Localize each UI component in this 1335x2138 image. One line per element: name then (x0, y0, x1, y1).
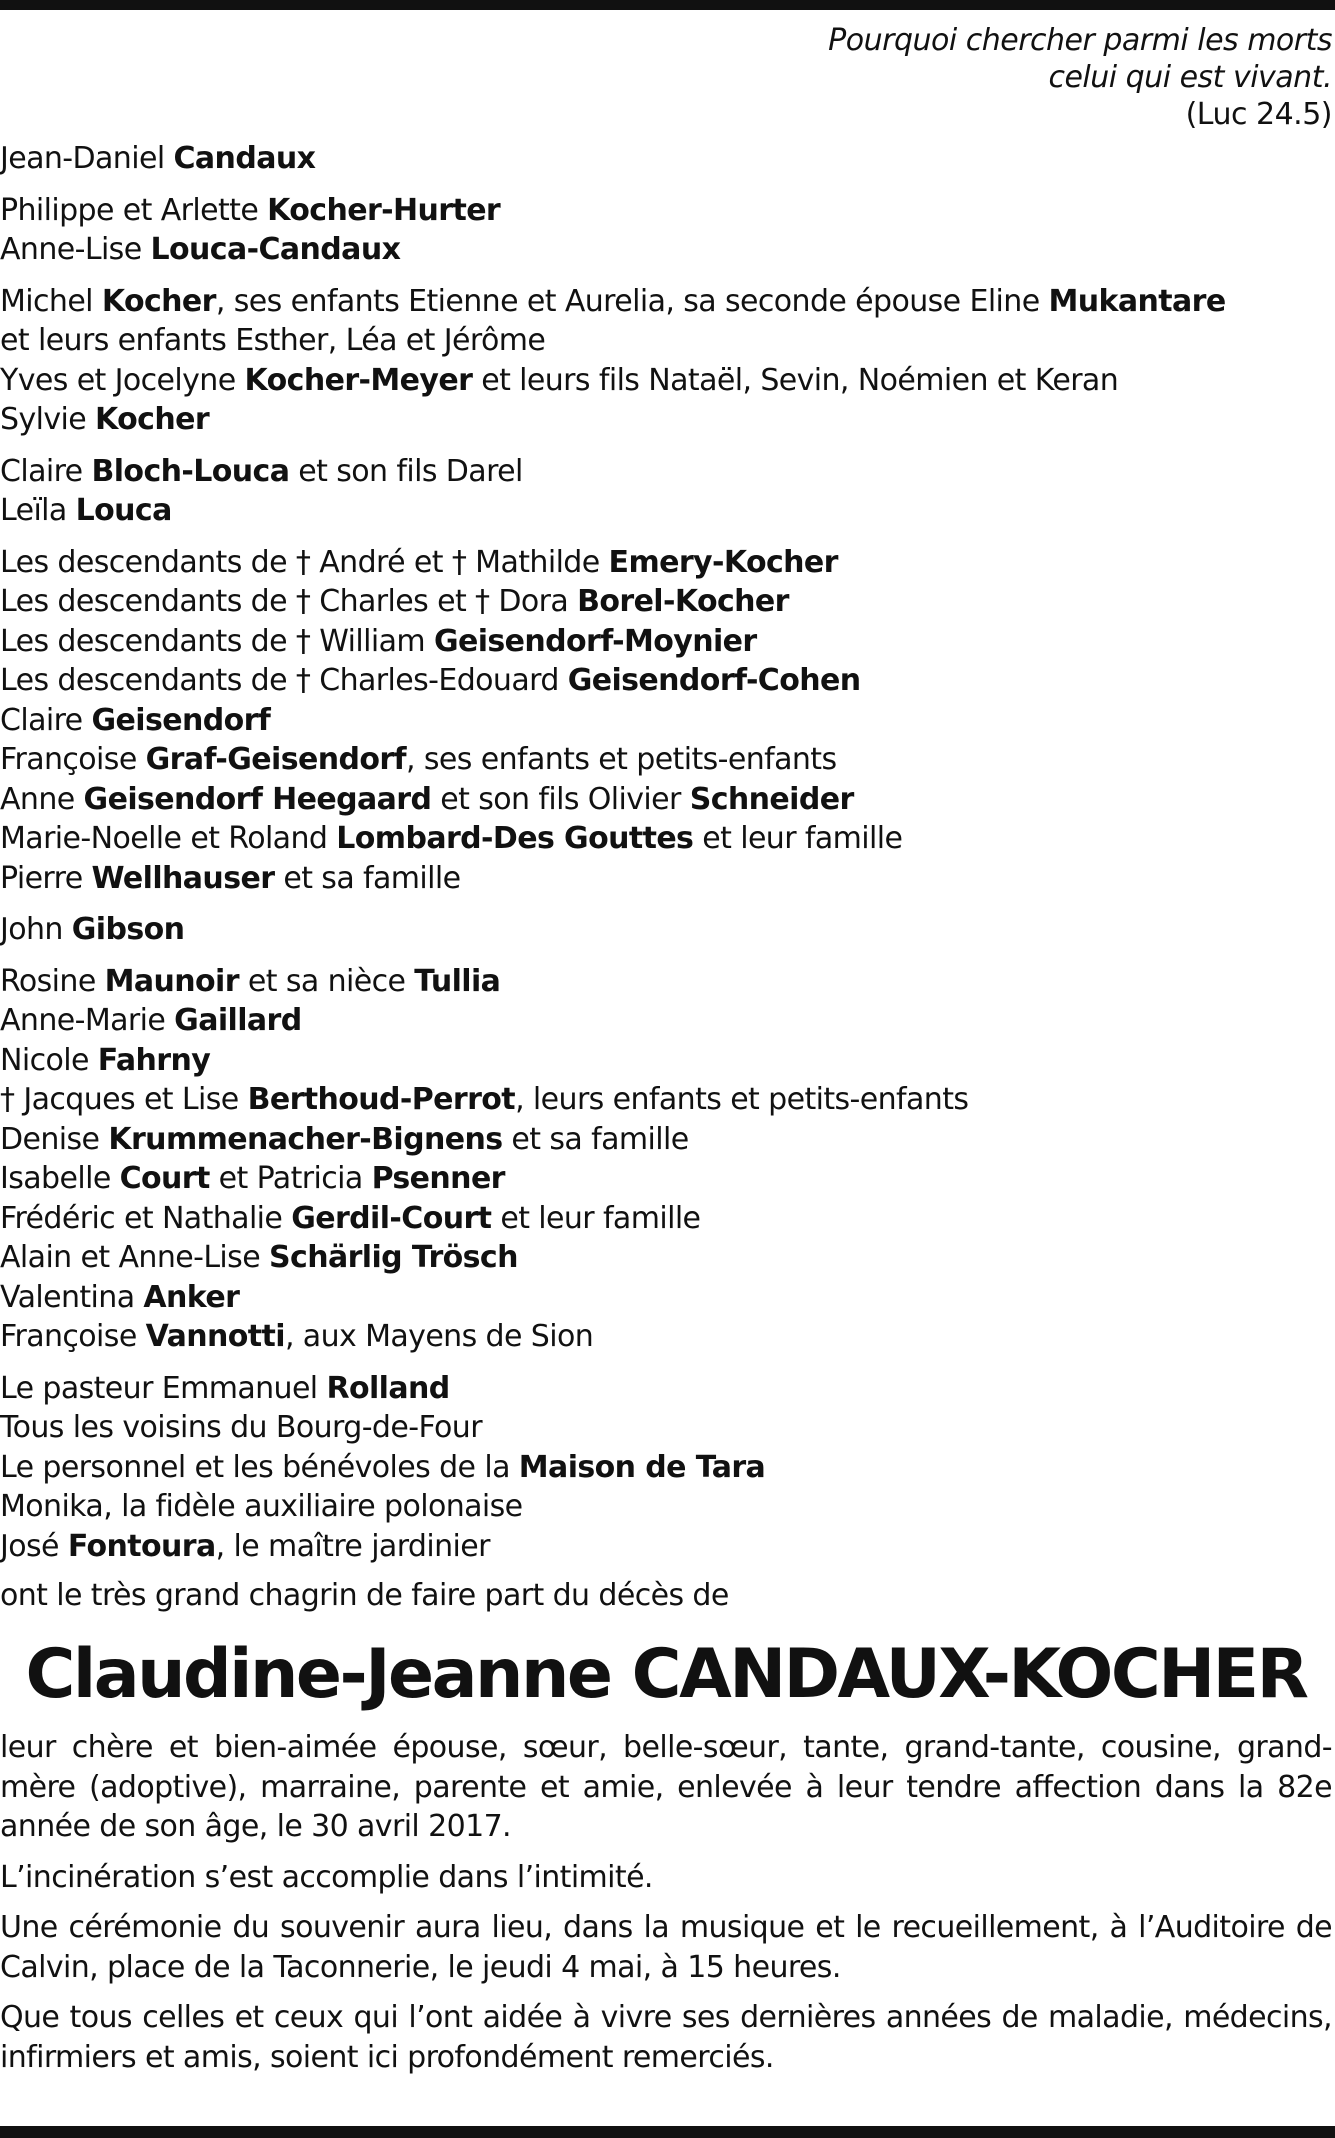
mourners-list (0, 139, 1332, 1566)
family-name: Geisendorf-Cohen (567, 663, 861, 698)
text-segment: , ses enfants Etienne et Aurelia, sa seconde épouse Eline (215, 283, 1049, 319)
mourner-line (0, 661, 1332, 701)
mourner-group (0, 452, 1332, 531)
family-name: Kocher (101, 283, 216, 319)
mourner-line (0, 622, 1332, 662)
text-segment: Sylvie (0, 402, 96, 437)
text-segment: Michel (0, 283, 102, 319)
family-name: Candaux (173, 141, 316, 176)
obituary-notice (0, 22, 1332, 2088)
family-name: Kocher-Meyer (244, 362, 473, 398)
family-name: Mukantare (1048, 283, 1226, 319)
mourner-line (0, 910, 1332, 950)
mourner-line (0, 1199, 1332, 1239)
text-segment: Les descendants de † William (0, 623, 434, 659)
family-name: Louca-Candaux (150, 232, 401, 267)
family-name: Wellhauser (91, 860, 275, 896)
text-segment: Le personnel et les bénévoles de la (0, 1449, 519, 1485)
top-rule (0, 0, 1335, 10)
family-name: Louca (75, 493, 172, 528)
family-name: Rolland (326, 1370, 450, 1406)
text-segment: † Jacques et Lise (0, 1082, 248, 1117)
family-name: Psenner (371, 1161, 505, 1196)
text-segment: et Patricia (209, 1161, 372, 1196)
text-segment: José (0, 1528, 68, 1564)
family-name: Anker (143, 1279, 240, 1315)
text-segment: Leïla (0, 493, 76, 528)
text-segment: , leurs enfants et petits-enfants (515, 1082, 969, 1117)
epigraph-line: Pourquoi chercher parmi les morts (828, 23, 1332, 58)
family-name: Fahrny (97, 1042, 211, 1078)
text-segment: Rosine (0, 963, 105, 999)
family-name: Schneider (689, 781, 854, 817)
text-segment: Anne-Lise (0, 232, 151, 267)
family-name: Emery-Kocher (608, 544, 838, 580)
family-name: Geisendorf (91, 702, 271, 738)
mourner-line (0, 701, 1332, 741)
epigraph (0, 22, 1332, 133)
text-segment: , aux Mayens de Sion (284, 1319, 594, 1354)
family-name: Gibson (71, 912, 185, 947)
mourner-line (0, 819, 1332, 859)
text-segment: et sa famille (274, 860, 461, 896)
text-segment: Monika, la fidèle auxiliaire polonaise (0, 1489, 523, 1524)
mourner-line (0, 191, 1332, 231)
text-segment: Jean-Daniel (0, 141, 174, 176)
mourner-group (0, 910, 1332, 950)
family-name: Geisendorf-Moynier (433, 623, 757, 659)
family-name: Kocher (95, 402, 210, 437)
family-name: Fontoura (67, 1528, 216, 1564)
family-name: Maunoir (104, 963, 239, 999)
mourner-line (0, 1080, 1332, 1120)
mourner-line (0, 139, 1332, 179)
text-segment: Le pasteur Emmanuel (0, 1370, 327, 1406)
text-segment: Claire (0, 453, 92, 489)
family-name: Gerdil-Court (291, 1200, 492, 1236)
mourner-line (0, 452, 1332, 492)
family-name: Court (119, 1161, 210, 1196)
mourner-line (0, 1448, 1332, 1488)
mourner-line (0, 582, 1332, 622)
notice-paragraph: L’incinération s’est accomplie dans l’intimité. (0, 1859, 653, 1895)
text-segment: John (0, 912, 72, 947)
mourner-line (0, 1369, 1332, 1409)
mourner-line (0, 1408, 1332, 1448)
family-name: Maison de Tara (518, 1449, 766, 1485)
epigraph-line: celui qui est vivant. (1048, 60, 1332, 95)
notice-paragraph: leur chère et bien-aimée épouse, sœur, belle-sœur, tante, grand-tante, cousine, grand-mère (adoptive), marraine, parente et amie, enlevée à leur tendre affection dans la 82e année de son âge, le 30 avril 2017. (0, 1730, 1332, 1844)
announcement-intro: ont le très grand chagrin de faire part du décès de (0, 1578, 729, 1613)
mourner-line (0, 400, 1332, 440)
family-name: Graf-Geisendorf (145, 742, 407, 777)
text-segment: et leur famille (693, 821, 903, 856)
mourner-line (0, 1001, 1332, 1041)
family-name: Borel-Kocher (577, 584, 789, 619)
mourner-line (0, 1041, 1332, 1081)
mourner-line (0, 543, 1332, 583)
text-segment: Françoise (0, 1319, 146, 1354)
mourner-line (0, 282, 1332, 322)
mourner-line (0, 230, 1332, 270)
family-name: Vannotti (145, 1319, 285, 1354)
mourner-group (0, 282, 1332, 440)
mourner-group (0, 962, 1332, 1357)
family-name: Geisendorf Heegaard (83, 781, 432, 817)
text-segment: et son fils Olivier (431, 781, 690, 817)
text-segment: Tous les voisins du Bourg-de-Four (0, 1410, 482, 1445)
text-segment: et leurs enfants Esther, Léa et Jérôme (0, 323, 546, 358)
mourner-line (0, 1278, 1332, 1318)
mourner-line (0, 1120, 1332, 1160)
text-segment: Philippe et Arlette (0, 192, 268, 228)
family-name: Kocher-Hurter (267, 192, 501, 228)
bottom-rule (0, 2126, 1335, 2138)
text-segment: et son fils Darel (289, 453, 523, 489)
family-name: Schärlig Trösch (269, 1240, 518, 1275)
text-segment: Françoise (0, 742, 146, 777)
text-segment: Anne (0, 781, 84, 817)
family-name: Krummenacher-Bignens (108, 1121, 503, 1157)
mourner-line (0, 1159, 1332, 1199)
mourner-group (0, 191, 1332, 270)
family-name: Berthoud-Perrot (247, 1082, 516, 1117)
notice-paragraph: Une cérémonie du souvenir aura lieu, dans la musique et le recueillement, à l’Auditoire de Calvin, place de la Taconnerie, le jeudi 4 mai, à 15 heures. (0, 1910, 1332, 1985)
mourner-line (0, 740, 1332, 780)
mourner-line (0, 491, 1332, 531)
mourner-line (0, 1238, 1332, 1278)
text-segment: Les descendants de † Charles-Edouard (0, 663, 568, 698)
text-segment: Frédéric et Nathalie (0, 1200, 292, 1236)
text-segment: et leurs fils Nataël, Sevin, Noémien et Keran (472, 362, 1119, 398)
family-name: Bloch-Louca (91, 453, 290, 489)
mourner-line (0, 361, 1332, 401)
text-segment: Isabelle (0, 1161, 120, 1196)
family-name: Tullia (414, 963, 501, 999)
text-segment: Nicole (0, 1042, 98, 1078)
text-segment: Yves et Jocelyne (0, 362, 245, 398)
text-segment: et sa nièce (238, 963, 415, 999)
mourner-line (0, 859, 1332, 899)
mourner-line (0, 1487, 1332, 1527)
text-segment: Les descendants de † Charles et † Dora (0, 584, 578, 619)
mourner-line (0, 780, 1332, 820)
text-segment: Pierre (0, 860, 92, 896)
mourner-line (0, 962, 1332, 1002)
text-segment: Denise (0, 1121, 109, 1157)
text-segment: et leur famille (491, 1200, 701, 1236)
epigraph-reference: (Luc 24.5) (1185, 97, 1332, 132)
text-segment: Claire (0, 702, 92, 738)
text-segment: Alain et Anne-Lise (0, 1240, 269, 1275)
mourner-group (0, 543, 1332, 899)
family-name: Lombard-Des Gouttes (336, 821, 694, 856)
text-segment: , ses enfants et petits-enfants (406, 742, 837, 777)
mourner-line (0, 321, 1332, 361)
text-segment: Anne-Marie (0, 1003, 175, 1038)
mourner-line (0, 1527, 1332, 1567)
text-segment: , le maître jardinier (215, 1528, 490, 1564)
mourner-group (0, 1369, 1332, 1567)
deceased-name: Claudine-Jeanne CANDAUX-KOCHER (25, 1635, 1307, 1714)
notice-paragraph: Que tous celles et ceux qui l’ont aidée à vivre ses dernières années de maladie, médecins, infirmiers et amis, soient ici profondément remerciés. (0, 2000, 1332, 2075)
family-name: Gaillard (174, 1003, 302, 1038)
text-segment: et sa famille (502, 1121, 689, 1157)
mourner-line (0, 1317, 1332, 1357)
text-segment: Les descendants de † André et † Mathilde (0, 544, 609, 580)
text-segment: Marie-Noelle et Roland (0, 821, 337, 856)
mourner-group (0, 139, 1332, 179)
notice-body (0, 1728, 1332, 2077)
text-segment: Valentina (0, 1279, 144, 1315)
